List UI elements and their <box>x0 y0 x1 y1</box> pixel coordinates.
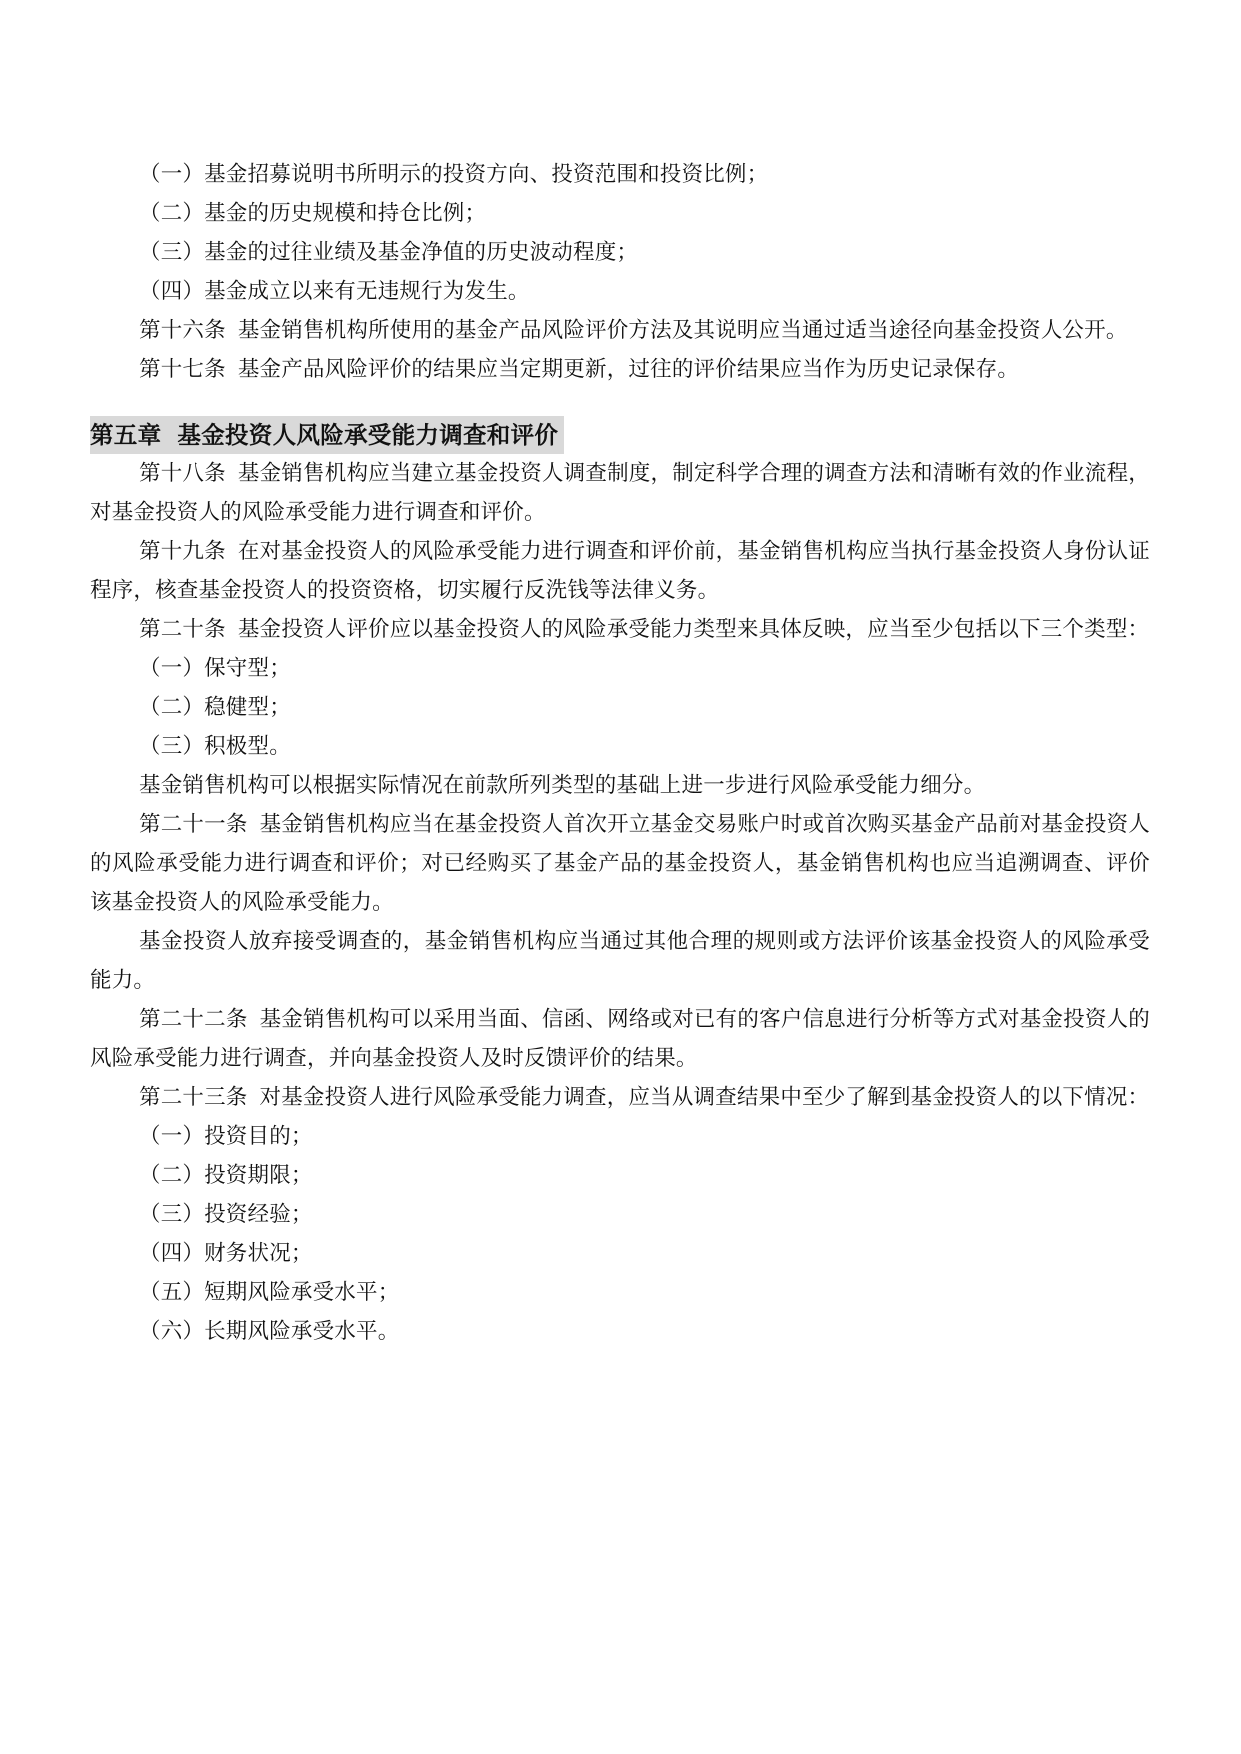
article-text: 基金销售机构应当建立基金投资人调查制度，制定科学合理的调查方法和清晰有效的作业流程，对基金投资人的风险承受能力进行调查和评价。 <box>90 461 1150 525</box>
list-item: （四）基金成立以来有无违规行为发生。 <box>139 279 530 304</box>
article-number: 第二十一条 <box>139 812 248 837</box>
article-22 <box>90 1000 1150 1078</box>
article-23 <box>90 1078 1150 1117</box>
list-item: （一）基金招募说明书所明示的投资方向、投资范围和投资比例； <box>139 162 769 187</box>
article-number: 第十七条 <box>139 357 226 382</box>
list-item: （二）投资期限； <box>139 1163 313 1188</box>
list-item: （一）投资目的； <box>139 1124 313 1149</box>
article-text: 基金产品风险评价的结果应当定期更新，过往的评价结果应当作为历史记录保存。 <box>237 357 1020 382</box>
chapter-title: 基金投资人风险承受能力调查和评价 <box>177 421 559 449</box>
list-item: （三）投资经验； <box>139 1202 313 1227</box>
list-item: （四）财务状况； <box>139 1241 313 1266</box>
list-item: （三）积极型。 <box>139 734 291 759</box>
article-text: 对基金投资人进行风险承受能力调查，应当从调查结果中至少了解到基金投资人的以下情况： <box>259 1085 1150 1110</box>
list-item: （六）长期风险承受水平。 <box>139 1319 400 1344</box>
article-text: 在对基金投资人的风险承受能力进行调查和评价前，基金销售机构应当执行基金投资人身份认证程序，核查基金投资人的投资资格，切实履行反洗钱等法律义务。 <box>90 539 1150 603</box>
article-19 <box>90 532 1150 610</box>
article-text: 基金销售机构应当在基金投资人首次开立基金交易账户时或首次购买基金产品前对基金投资人的风险承受能力进行调查和评价；对已经购买了基金产品的基金投资人，基金销售机构也应当追溯调查、评价该基金投资人的风险承受能力。 <box>90 812 1150 915</box>
article-21-note: 基金投资人放弃接受调查的，基金销售机构应当通过其他合理的规则或方法评价该基金投资人的风险承受能力。 <box>90 929 1150 993</box>
list-item: （一）保守型； <box>139 656 291 681</box>
article-number: 第二十条 <box>139 617 226 642</box>
article-18 <box>90 454 1150 532</box>
article-21 <box>90 805 1150 922</box>
article-20-note: 基金销售机构可以根据实际情况在前款所列类型的基础上进一步进行风险承受能力细分。 <box>139 773 986 798</box>
article-17 <box>90 350 1150 389</box>
list-item: （五）短期风险承受水平； <box>139 1280 400 1305</box>
list-item: （二）稳健型； <box>139 695 291 720</box>
article-number: 第十九条 <box>139 539 226 564</box>
article-number: 第二十二条 <box>139 1007 248 1032</box>
chapter-title-highlight <box>90 416 564 454</box>
article-20 <box>90 610 1150 649</box>
article-text: 基金销售机构所使用的基金产品风险评价方法及其说明应当通过适当途径向基金投资人公开。 <box>237 318 1128 343</box>
article-number: 第十六条 <box>139 318 226 343</box>
article-text: 基金销售机构可以采用当面、信函、网络或对已有的客户信息进行分析等方式对基金投资人的风险承受能力进行调查，并向基金投资人及时反馈评价的结果。 <box>90 1007 1150 1071</box>
document-body <box>90 155 1150 1351</box>
article-16 <box>90 311 1150 350</box>
list-item: （二）基金的历史规模和持仓比例； <box>139 201 487 226</box>
list-item: （三）基金的过往业绩及基金净值的历史波动程度； <box>139 240 639 265</box>
chapter-number: 第五章 <box>90 421 162 449</box>
article-number: 第二十三条 <box>139 1085 248 1110</box>
chapter-heading <box>90 416 1150 454</box>
article-number: 第十八条 <box>139 461 226 486</box>
article-text: 基金投资人评价应以基金投资人的风险承受能力类型来具体反映，应当至少包括以下三个类型： <box>237 617 1150 642</box>
